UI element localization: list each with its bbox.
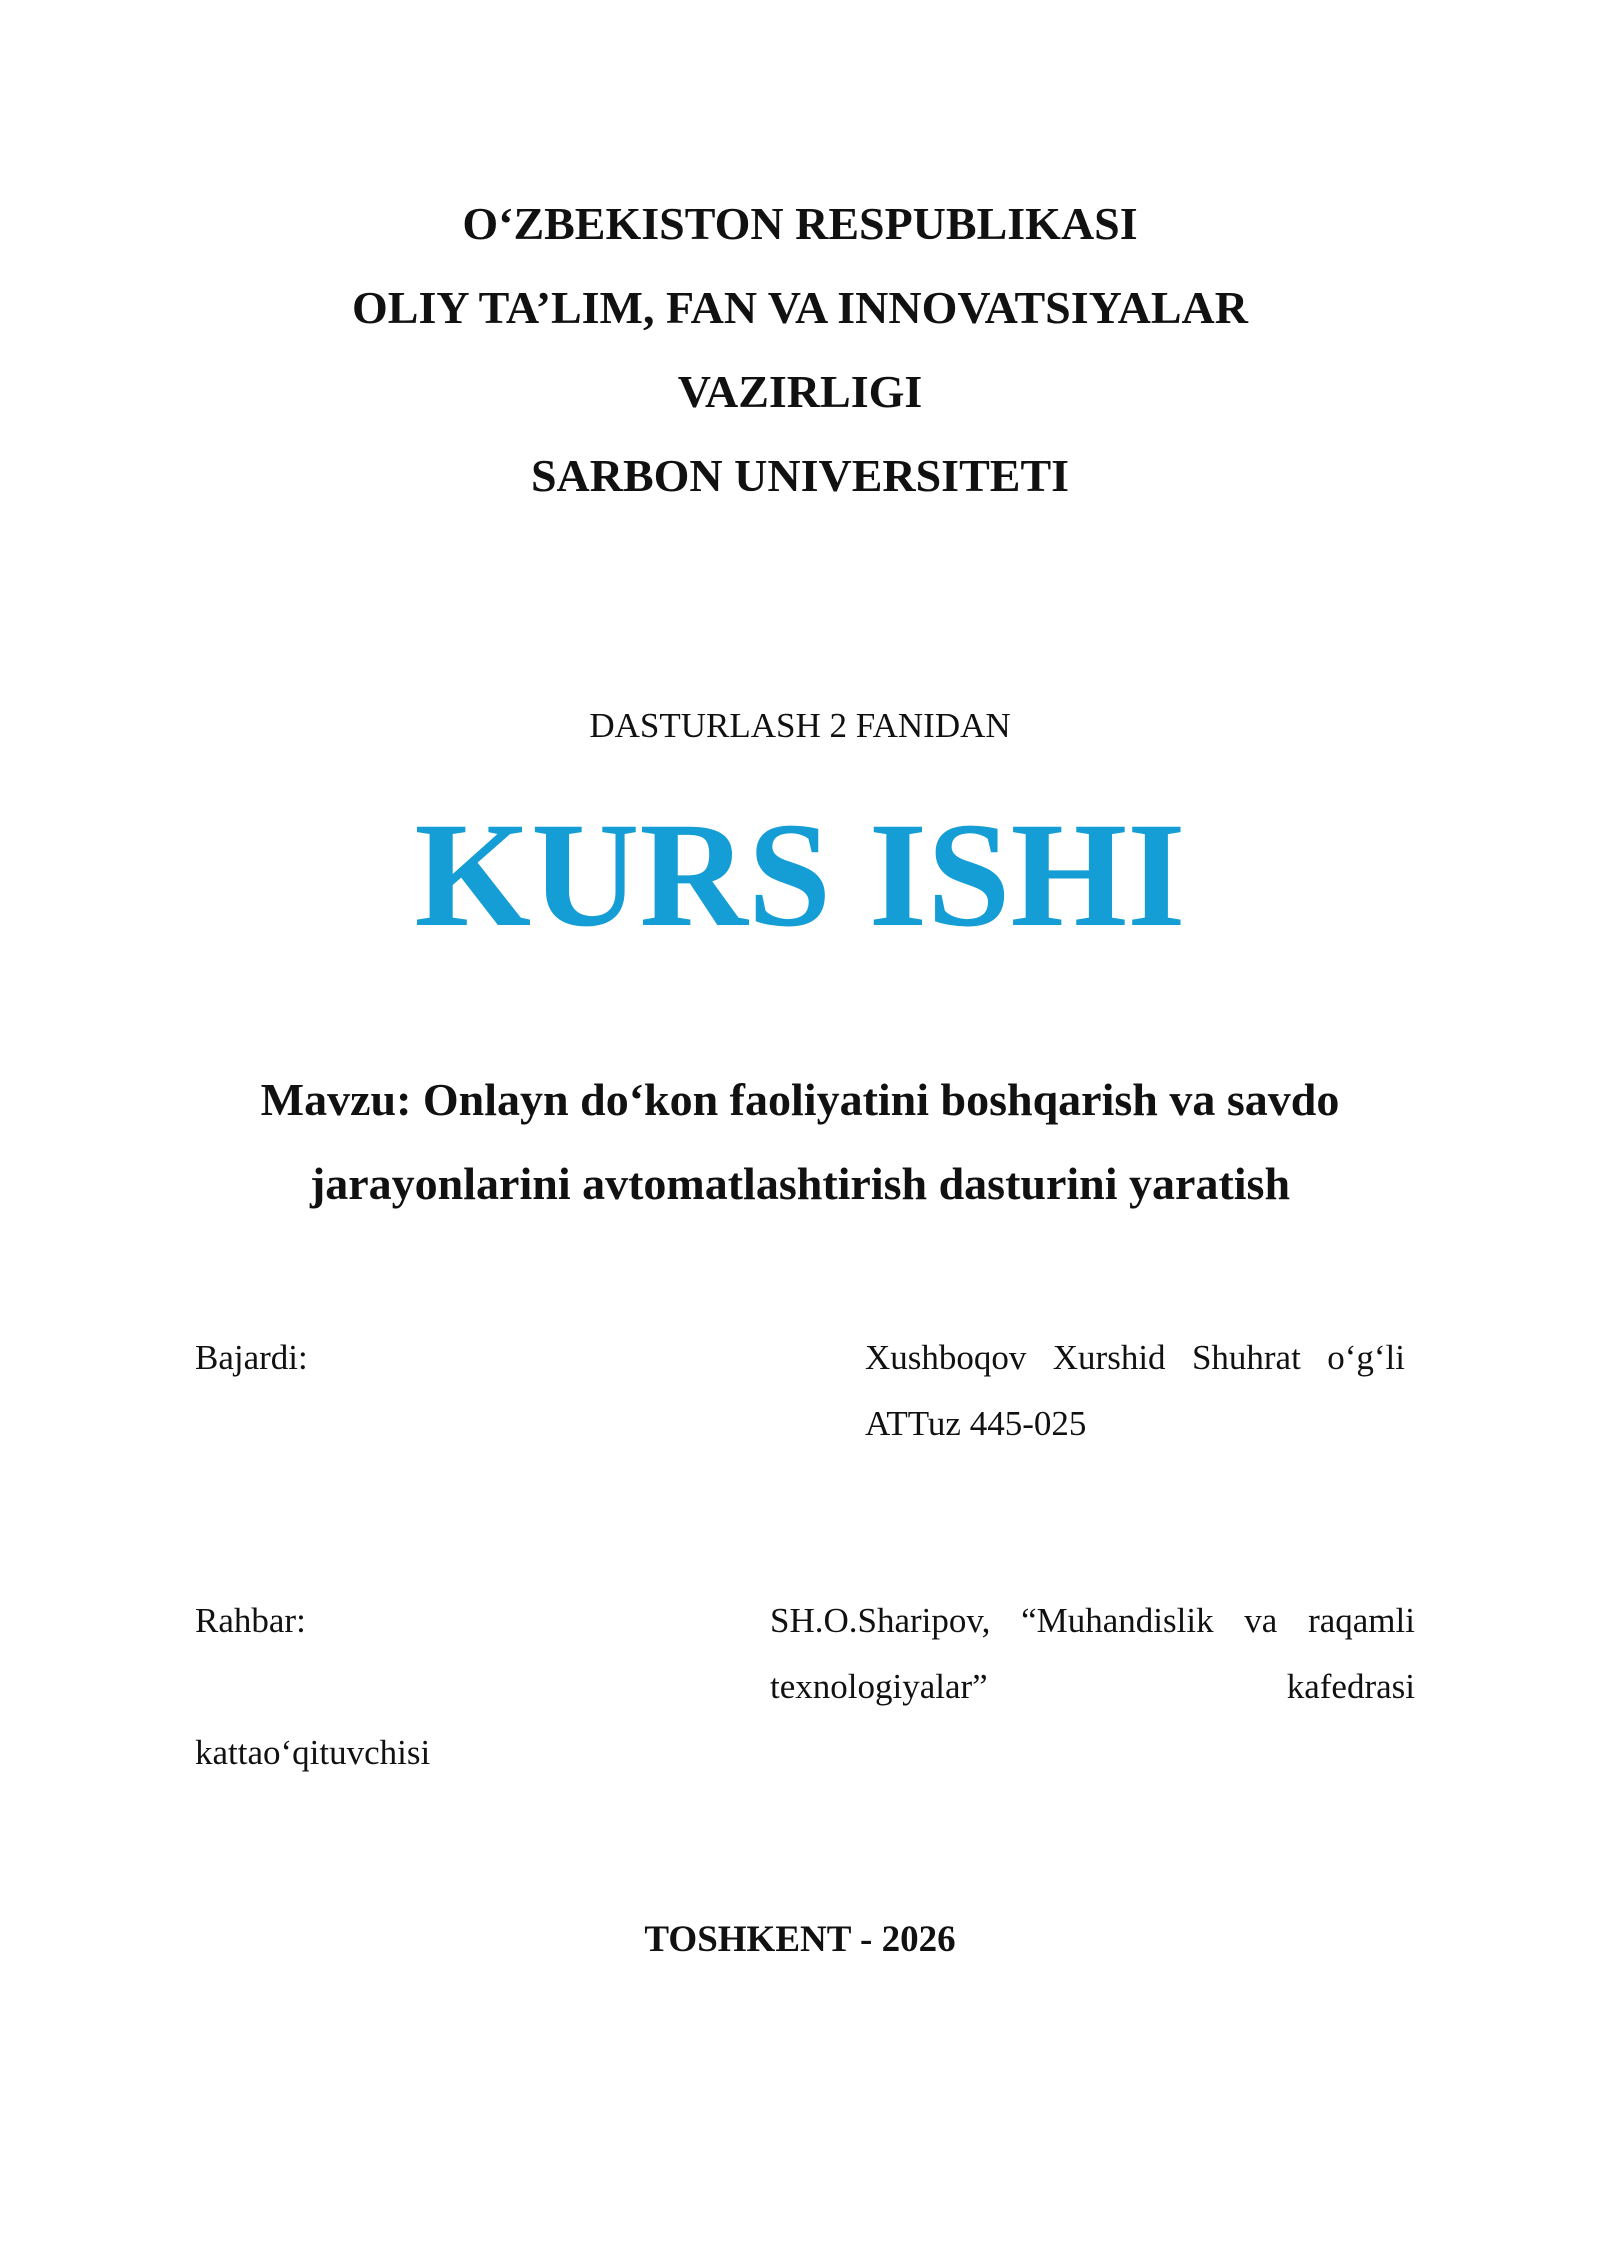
supervisor-label: Rahbar: bbox=[195, 1601, 306, 1640]
header-ministry: OLIY TA’LIM, FAN VA INNOVATSIYALAR bbox=[352, 282, 1248, 333]
header-country: O‘ZBEKISTON RESPUBLIKASI bbox=[462, 198, 1138, 249]
author-name-word: Xushboqov bbox=[865, 1338, 1027, 1377]
supervisor-word: kafedrasi bbox=[1286, 1667, 1415, 1706]
author-name bbox=[865, 1325, 1405, 1391]
header-ministry-cont: VAZIRLIGI bbox=[677, 366, 923, 417]
header-university: SARBON UNIVERSITETI bbox=[530, 450, 1070, 501]
author-group: ATTuz 445-025 bbox=[865, 1404, 1087, 1443]
topic-line-2: jarayonlarini avtomatlashtirish dasturini yaratish bbox=[309, 1158, 1291, 1209]
city-year: TOSHKENT - 2026 bbox=[644, 1919, 956, 1960]
author-name-word: Xurshid bbox=[1052, 1338, 1166, 1377]
supervisor-name-line bbox=[770, 1588, 1415, 1654]
supervisor-word: va bbox=[1244, 1601, 1278, 1640]
supervisor-department-line bbox=[770, 1654, 1415, 1720]
document-title: KURS ISHI bbox=[414, 792, 1186, 958]
supervisor-position: kattao‘qituvchisi bbox=[195, 1733, 431, 1772]
supervisor-word: texnologiyalar” bbox=[770, 1667, 988, 1706]
supervisor-word: raqamli bbox=[1308, 1601, 1415, 1640]
author-name-word: o‘g‘li bbox=[1327, 1338, 1405, 1377]
supervisor-word: SH.O.Sharipov, bbox=[770, 1601, 991, 1640]
supervisor-word: “Muhandislik bbox=[1021, 1601, 1214, 1640]
subject-line: DASTURLASH 2 FANIDAN bbox=[589, 706, 1011, 745]
topic-line-1: Mavzu: Onlayn do‘kon faoliyatini boshqarish va savdo bbox=[260, 1074, 1340, 1125]
author-name-word: Shuhrat bbox=[1191, 1338, 1301, 1377]
author-label: Bajardi: bbox=[195, 1338, 308, 1377]
